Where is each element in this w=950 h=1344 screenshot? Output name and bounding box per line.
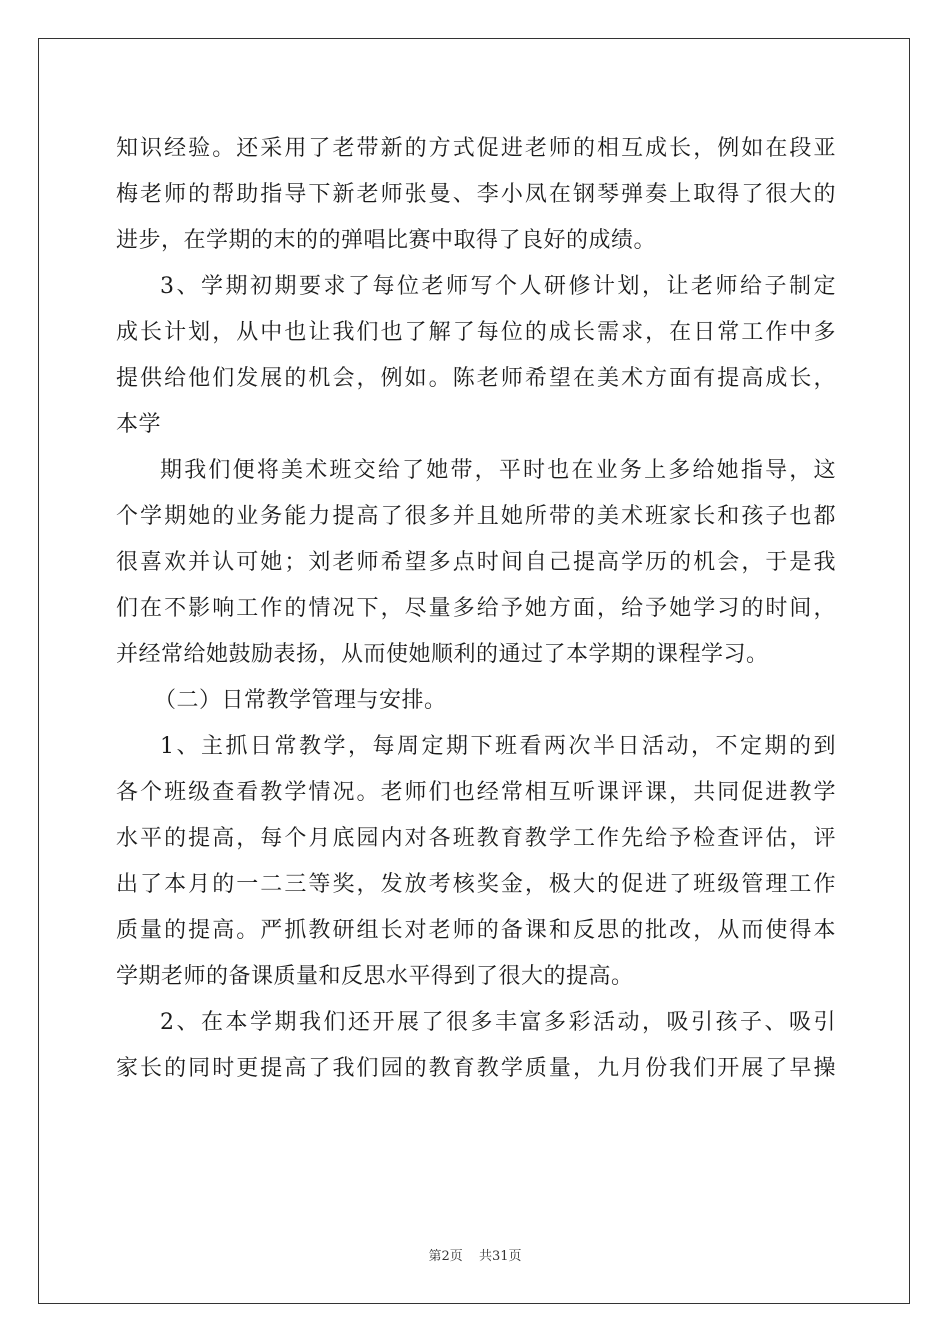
document-body	[116, 126, 836, 1092]
page-number: 第2页	[428, 1249, 463, 1264]
text-line: 期我们便将美术班交给了她带，平时也在业务上多给她指导，这	[160, 458, 836, 483]
section-heading: （二）日常教学管理与安排。	[154, 688, 447, 713]
text-line: 成长计划，从中也让我们也了解了每位的成长需求，在日常工作中多	[116, 320, 836, 345]
text-line: 提供给他们发展的机会，例如。陈老师希望在美术方面有提高成长，	[116, 366, 836, 391]
text-line: 个学期她的业务能力提高了很多并且她所带的美术班家长和孩子也都	[116, 504, 836, 529]
text-line: 进步，在学期的末的的弹唱比赛中取得了良好的成绩。	[116, 228, 657, 253]
text-line: 1、主抓日常教学，每周定期下班看两次半日活动，不定期的到	[160, 734, 836, 759]
text-line: 出了本月的一二三等奖，发放考核奖金，极大的促进了班级管理工作	[116, 872, 836, 897]
text-line: 并经常给她鼓励表扬，从而使她顺利的通过了本学期的课程学习。	[116, 642, 769, 667]
text-line: 梅老师的帮助指导下新老师张曼、李小凤在钢琴弹奏上取得了很大的	[116, 182, 836, 207]
text-line: 学期老师的备课质量和反思水平得到了很大的提高。	[116, 964, 634, 989]
text-line: 水平的提高，每个月底园内对各班教育教学工作先给予检查评估，评	[116, 826, 836, 851]
text-line: 2、在本学期我们还开展了很多丰富多彩活动，吸引孩子、吸引	[160, 1010, 836, 1035]
text-line: 家长的同时更提高了我们园的教育教学质量，九月份我们开展了早操	[116, 1056, 836, 1081]
text-line: 3、学期初期要求了每位老师写个人研修计划，让老师给子制定	[160, 274, 836, 299]
page-footer	[0, 1245, 950, 1264]
text-line: 本学	[116, 412, 162, 437]
text-line: 很喜欢并认可她；刘老师希望多点时间自己提高学历的机会，于是我	[116, 550, 836, 575]
text-line: 质量的提高。严抓教研组长对老师的备课和反思的批改，从而使得本	[116, 918, 836, 943]
page-total: 共31页	[478, 1249, 522, 1264]
text-line: 知识经验。还采用了老带新的方式促进老师的相互成长，例如在段亚	[116, 136, 836, 161]
text-line: 各个班级查看教学情况。老师们也经常相互听课评课，共同促进教学	[116, 780, 836, 805]
text-line: 们在不影响工作的情况下，尽量多给予她方面，给予她学习的时间，	[116, 596, 836, 621]
